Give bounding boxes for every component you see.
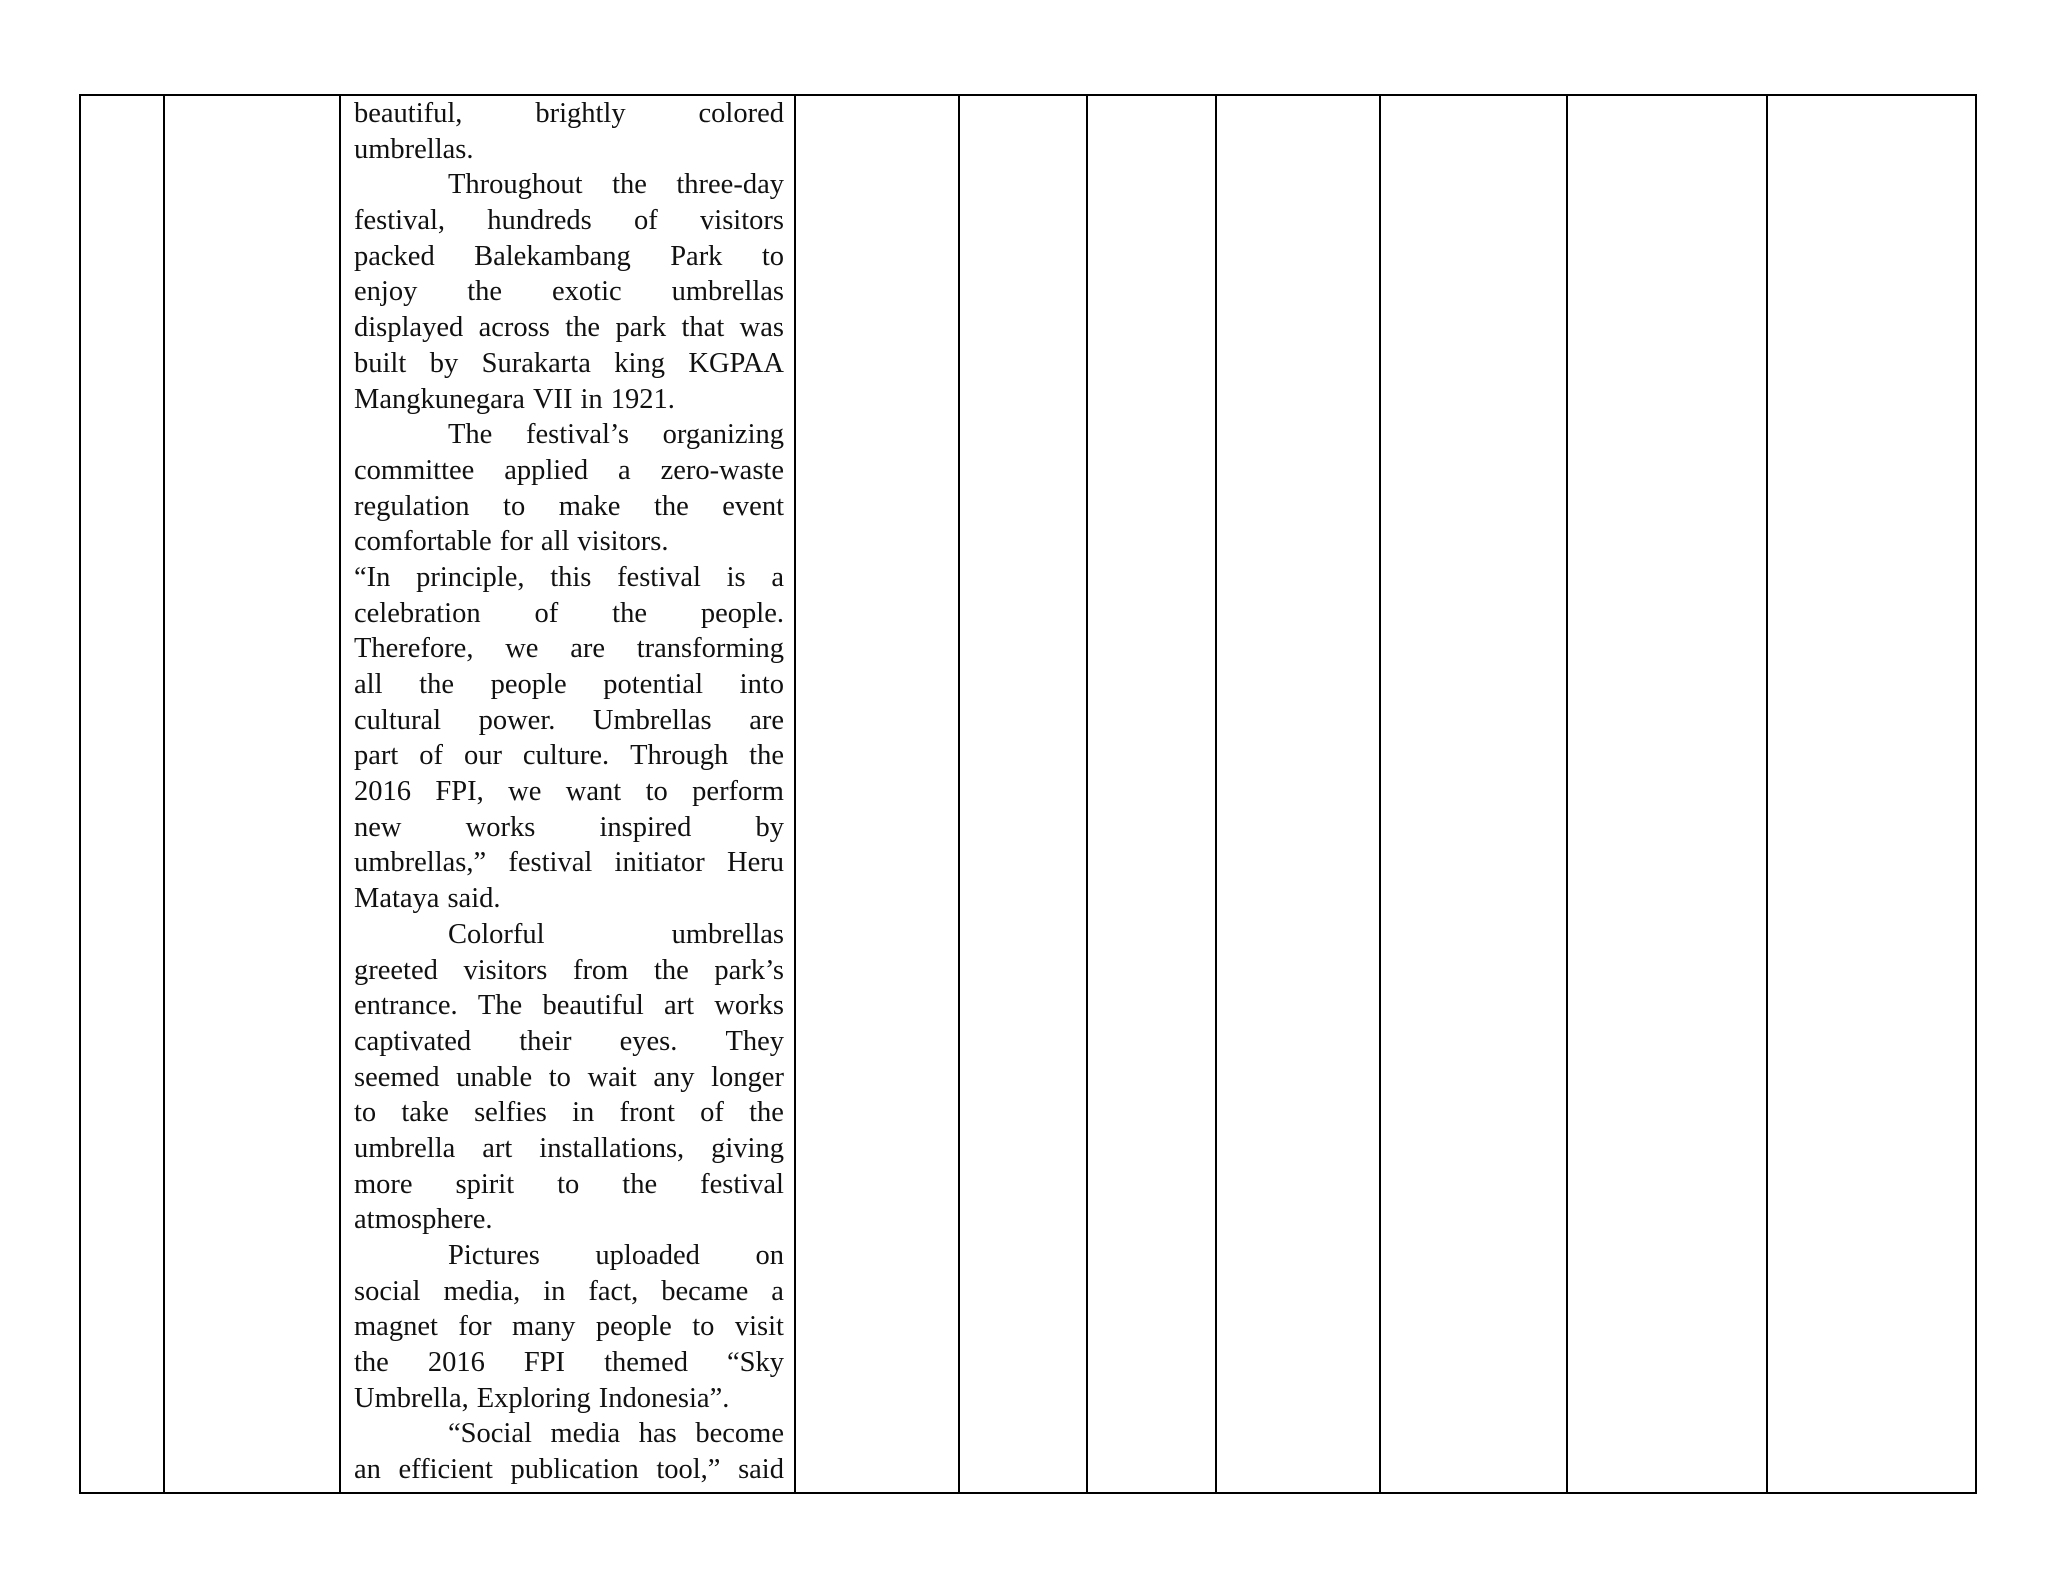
word: to	[645, 776, 668, 808]
text-line	[354, 1060, 784, 1096]
text-line	[354, 489, 784, 525]
word: festival,	[354, 205, 446, 237]
word: umbrellas	[671, 918, 784, 950]
text-line	[354, 1309, 784, 1345]
word: became	[661, 1275, 749, 1307]
word: festival	[508, 847, 593, 879]
word: applied	[504, 454, 589, 486]
word: Colorful	[448, 918, 545, 950]
text-line	[354, 524, 784, 560]
word: that	[681, 312, 725, 344]
word: VII	[532, 383, 573, 415]
word: the	[612, 169, 647, 201]
table-cell-9	[1567, 95, 1767, 1493]
word: selfies	[474, 1097, 547, 1129]
text-line	[354, 310, 784, 346]
word: umbrellas.	[354, 133, 474, 165]
word: regulation	[354, 490, 470, 522]
word: potential	[603, 669, 703, 700]
word: front	[619, 1097, 675, 1129]
word: “Sky	[726, 1347, 784, 1379]
word: of	[534, 597, 559, 629]
table-cell-10	[1767, 95, 1976, 1493]
word: part	[354, 740, 399, 772]
word: Through	[630, 740, 729, 772]
text-line	[354, 917, 784, 953]
word: initiator	[614, 847, 705, 879]
word: the	[653, 954, 689, 986]
word: seemed	[354, 1061, 440, 1093]
text-line	[354, 667, 784, 703]
word: by	[755, 811, 784, 843]
word: zero-waste	[660, 454, 784, 486]
text-line	[354, 881, 784, 917]
word: of	[634, 205, 658, 237]
word: Mataya	[354, 883, 440, 915]
word: built	[354, 347, 407, 379]
word: greeted	[354, 954, 438, 986]
word: to	[548, 1061, 571, 1093]
word: into	[739, 669, 784, 700]
word: park	[615, 312, 667, 344]
word: the	[565, 312, 601, 344]
text-line	[354, 1345, 784, 1381]
word: beautiful	[542, 990, 644, 1022]
text-line	[354, 845, 784, 881]
word: 2016	[354, 776, 411, 808]
word: Umbrella,	[354, 1382, 469, 1414]
text-line	[354, 1381, 784, 1417]
word: people	[490, 669, 567, 700]
document-table	[79, 94, 1977, 1494]
word: was	[739, 312, 784, 344]
word: 1921.	[610, 383, 675, 415]
word: works	[714, 990, 784, 1022]
word: make	[558, 490, 621, 522]
article-text-cell	[340, 95, 795, 1493]
word: to	[557, 1168, 580, 1200]
word: all	[354, 669, 383, 700]
table-cell-5	[959, 95, 1087, 1493]
word: are	[570, 633, 605, 665]
text-line	[354, 96, 784, 132]
text-line	[354, 1167, 784, 1203]
word: of	[700, 1097, 724, 1129]
word: Throughout	[448, 169, 583, 201]
word: said.	[447, 883, 501, 915]
text-line	[354, 274, 784, 310]
word: spirit	[455, 1168, 515, 1200]
word: inspired	[599, 811, 692, 843]
word: on	[755, 1240, 784, 1271]
word: media	[550, 1418, 621, 1450]
word: magnet	[354, 1311, 438, 1343]
word: Mangkunegara	[354, 383, 525, 415]
word: an	[354, 1454, 381, 1486]
word: is	[726, 561, 746, 593]
text-line	[354, 774, 784, 810]
word: by	[429, 347, 459, 379]
word: their	[519, 1025, 572, 1057]
word: across	[478, 312, 550, 344]
word: to	[692, 1311, 715, 1343]
word: festival’s	[526, 419, 629, 451]
text-line	[354, 239, 784, 275]
word: event	[722, 490, 784, 522]
word: power.	[478, 704, 556, 736]
text-line	[354, 738, 784, 774]
word: in	[572, 1097, 595, 1129]
word: beautiful,	[354, 98, 463, 129]
word: a	[771, 1275, 784, 1307]
text-line	[354, 1274, 784, 1310]
word: we	[505, 633, 539, 665]
word: the	[749, 740, 784, 772]
text-line	[354, 1024, 784, 1060]
word: more	[354, 1168, 413, 1200]
word: organizing	[662, 419, 784, 451]
word: works	[465, 811, 536, 843]
word: Exploring	[476, 1382, 591, 1414]
word: a	[618, 454, 631, 486]
text-line	[354, 132, 784, 168]
table-cell-4	[795, 95, 959, 1493]
word: transforming	[636, 633, 784, 665]
word: the	[749, 1097, 784, 1129]
word: Umbrellas	[592, 704, 712, 736]
word: a	[771, 561, 784, 593]
word: “Social	[448, 1418, 532, 1450]
text-line	[354, 203, 784, 239]
word: FPI,	[435, 776, 484, 808]
text-line	[354, 417, 784, 453]
text-line	[354, 167, 784, 203]
word: Pictures	[448, 1240, 540, 1271]
word: visitors	[463, 954, 548, 986]
word: festival	[700, 1168, 784, 1200]
table-cell-8	[1380, 95, 1567, 1493]
word: in	[580, 383, 603, 415]
word: Indonesia”.	[598, 1382, 730, 1414]
word: people	[595, 1311, 672, 1343]
word: principle,	[416, 561, 525, 593]
word: visitors	[700, 205, 784, 237]
word: many	[512, 1311, 576, 1343]
word: hundreds	[487, 205, 592, 237]
text-line	[354, 346, 784, 382]
text-line	[354, 453, 784, 489]
word: take	[401, 1097, 449, 1129]
text-line	[354, 1238, 784, 1274]
word: king	[614, 347, 665, 379]
word: the	[354, 1347, 389, 1379]
word: to	[354, 1097, 377, 1129]
word: three-day	[676, 169, 784, 201]
word: exotic	[552, 276, 622, 308]
word: atmosphere.	[354, 1204, 493, 1236]
word: celebration	[354, 597, 481, 629]
word: for	[499, 526, 533, 558]
word: media,	[443, 1275, 521, 1307]
word: fact,	[588, 1275, 639, 1307]
word: tool,”	[656, 1454, 721, 1486]
text-line	[354, 703, 784, 739]
word: the	[612, 597, 647, 629]
table-cell-6	[1087, 95, 1216, 1493]
word: umbrella	[354, 1132, 456, 1164]
word: FPI	[523, 1347, 566, 1379]
table-cell-1	[80, 95, 164, 1493]
word: uploaded	[595, 1240, 700, 1271]
word: cultural	[354, 704, 442, 736]
table-cell-7	[1216, 95, 1380, 1493]
word: installations,	[539, 1132, 685, 1164]
word: in	[543, 1275, 566, 1307]
word: giving	[711, 1132, 784, 1164]
word: KGPAA	[688, 347, 784, 379]
word: the	[419, 669, 454, 700]
word: wait	[587, 1061, 637, 1093]
word: the	[653, 490, 689, 522]
word: The	[448, 419, 493, 451]
word: our	[463, 740, 502, 772]
word: umbrellas	[671, 276, 784, 308]
word: colored	[698, 98, 784, 129]
word: Park	[670, 240, 723, 272]
text-line	[354, 560, 784, 596]
word: any	[653, 1061, 695, 1093]
word: packed	[354, 240, 435, 272]
word: want	[565, 776, 622, 808]
word: of	[419, 740, 443, 772]
text-line	[354, 596, 784, 632]
word: people.	[700, 597, 784, 629]
word: “In	[354, 561, 391, 593]
word: perform	[692, 776, 784, 808]
word: displayed	[354, 312, 464, 344]
word: comfortable	[354, 526, 492, 558]
word: Balekambang	[474, 240, 631, 272]
table-row	[80, 95, 1976, 1493]
word: for	[458, 1311, 492, 1343]
word: festival	[617, 561, 701, 593]
word: has	[638, 1418, 677, 1450]
word: park’s	[714, 954, 784, 986]
word: visit	[734, 1311, 784, 1343]
word: The	[477, 990, 523, 1022]
text-line	[354, 1095, 784, 1131]
text-line	[354, 631, 784, 667]
text-line	[354, 810, 784, 846]
word: the	[467, 276, 503, 308]
word: culture.	[522, 740, 610, 772]
word: are	[749, 704, 784, 736]
word: the	[622, 1168, 658, 1200]
word: social	[354, 1275, 421, 1307]
word: become	[695, 1418, 784, 1450]
word: new	[354, 811, 402, 843]
text-line	[354, 1202, 784, 1238]
article-text	[354, 96, 784, 1488]
word: we	[508, 776, 542, 808]
text-line	[354, 953, 784, 989]
word: art	[664, 990, 695, 1022]
word: Heru	[727, 847, 784, 879]
word: publication	[510, 1454, 639, 1486]
word: to	[503, 490, 526, 522]
word: brightly	[535, 98, 626, 129]
word: eyes.	[619, 1025, 678, 1057]
word: said	[738, 1454, 784, 1486]
word: committee	[354, 454, 475, 486]
word: entrance.	[354, 990, 458, 1022]
text-line	[354, 1131, 784, 1167]
word: from	[572, 954, 629, 986]
word: themed	[604, 1347, 688, 1379]
word: captivated	[354, 1025, 472, 1057]
text-line	[354, 382, 784, 418]
word: They	[725, 1025, 784, 1057]
text-line	[354, 1452, 784, 1488]
text-line	[354, 988, 784, 1024]
word: umbrellas,”	[354, 847, 487, 879]
word: enjoy	[354, 276, 418, 308]
word: Therefore,	[354, 633, 474, 665]
word: to	[761, 240, 784, 272]
word: unable	[456, 1061, 533, 1093]
word: efficient	[398, 1454, 493, 1486]
table-cell-2	[164, 95, 340, 1493]
word: visitors.	[577, 526, 669, 558]
word: 2016	[427, 1347, 485, 1379]
word: all	[540, 526, 570, 558]
word: art	[482, 1132, 513, 1164]
text-line	[354, 1416, 784, 1452]
word: this	[550, 561, 592, 593]
word: Surakarta	[481, 347, 591, 379]
word: longer	[711, 1061, 784, 1093]
